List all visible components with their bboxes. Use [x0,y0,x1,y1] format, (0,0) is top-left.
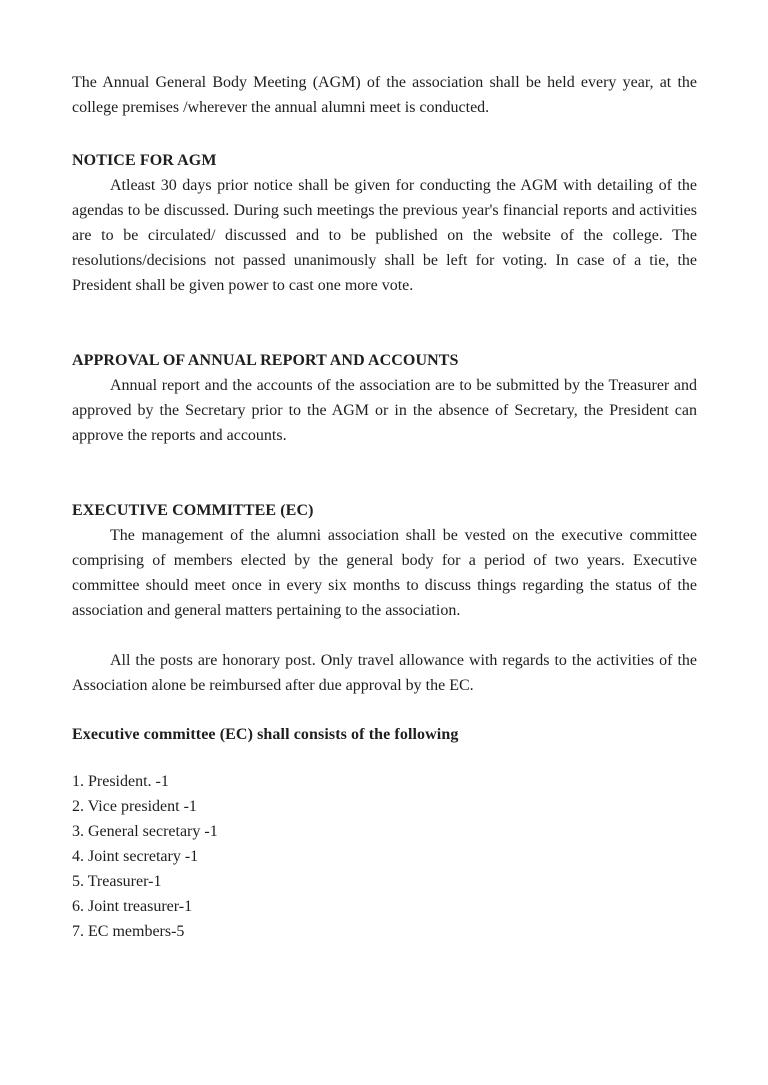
executive-committee-paragraph: The management of the alumni association shall be vested on the executive committee comprising of members elected by the general body for a period of two years. Executive committee should meet once in every six months to discuss things regarding the status of the association and general matters pertaining to the association. [72,527,697,619]
list-item-general-secretary: 3. General secretary -1 [72,823,218,840]
list-item-joint-secretary: 4. Joint secretary -1 [72,848,199,865]
ec-composition-list [72,769,697,944]
heading-executive-committee: EXECUTIVE COMMITTEE (EC) [72,502,314,519]
notice-for-agm-paragraph: Atleast 30 days prior notice shall be given for conducting the AGM with detailing of the agendas to be discussed. During such meetings the previous year's financial reports and activities are to be circulated/ discussed and to be published on the website of the college. The resolutions/decisions not passed unanimously shall be left for voting. In case of a tie, the President shall be given power to cast one more vote. [72,177,697,294]
heading-ec-composition: Executive committee (EC) shall consists of the following [72,726,459,743]
approval-of-annual-report-paragraph: Annual report and the accounts of the association are to be submitted by the Treasurer and approved by the Secretary prior to the AGM or in the absence of Secretary, the President can approve the reports and accounts. [72,377,697,444]
list-item-treasurer: 5. Treasurer-1 [72,873,162,890]
intro-paragraph: The Annual General Body Meeting (AGM) of the association shall be held every year, at the college premises /wherever the annual alumni meet is conducted. [72,74,697,116]
list-item-president: 1. President. -1 [72,773,169,790]
heading-approval-of-annual-report: APPROVAL OF ANNUAL REPORT AND ACCOUNTS [72,352,459,369]
heading-notice-for-agm: NOTICE FOR AGM [72,152,217,169]
honorary-posts-paragraph: All the posts are honorary post. Only travel allowance with regards to the activities of the Association alone be reimbursed after due approval by the EC. [72,652,697,694]
list-item-joint-treasurer: 6. Joint treasurer-1 [72,898,193,915]
list-item-vice-president: 2. Vice president -1 [72,798,197,815]
list-item-ec-members: 7. EC members-5 [72,923,185,940]
